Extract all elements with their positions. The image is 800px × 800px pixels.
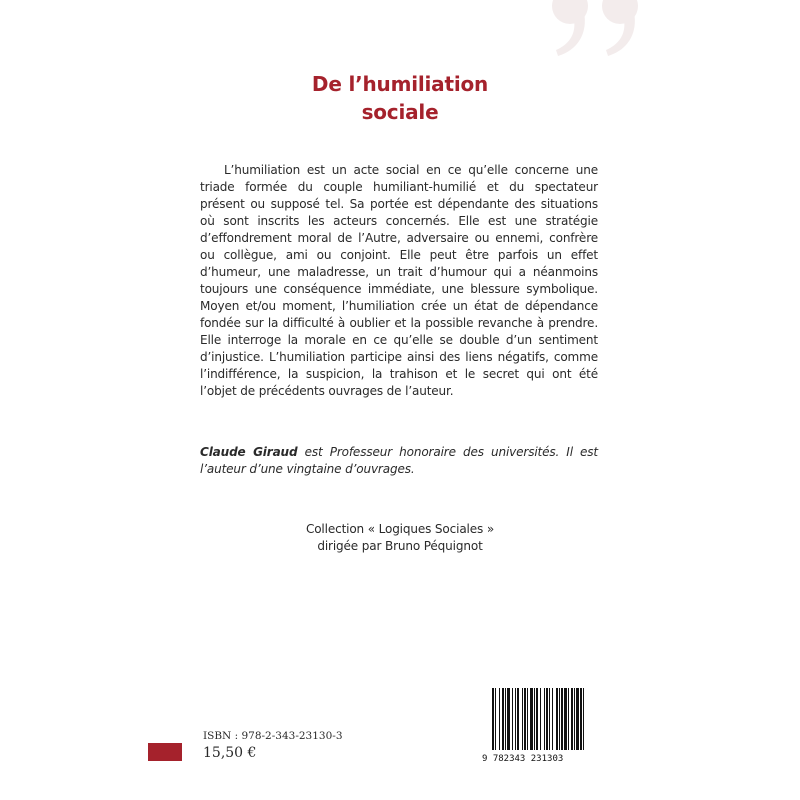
author-name: Claude Giraud xyxy=(200,445,298,459)
barcode-bar xyxy=(549,688,550,750)
barcode-bar xyxy=(559,688,560,750)
accent-bar xyxy=(148,743,182,761)
barcode-bar xyxy=(527,688,528,750)
barcode-bar xyxy=(492,688,494,750)
isbn-text: ISBN : 978-2-343-23130-3 xyxy=(203,730,343,742)
author-bio-text: est Professeur honoraire des universités. Il est l’auteur d’une vingtaine d’ouvrages. xyxy=(200,445,598,476)
barcode-bar xyxy=(534,688,535,750)
collection-info xyxy=(250,521,550,555)
barcode-bar xyxy=(561,688,563,750)
barcode-bar xyxy=(556,688,558,750)
barcode-digits: 9 782343 231303 xyxy=(482,754,564,764)
barcode-bar xyxy=(540,688,541,750)
collection-name: Collection « Logiques Sociales » xyxy=(305,522,495,536)
barcode-bar xyxy=(522,688,523,750)
book-title xyxy=(250,70,550,126)
barcode-bar xyxy=(580,688,582,750)
book-title-line-2: sociale xyxy=(361,100,439,124)
barcode-bar xyxy=(576,688,579,750)
barcode-bar xyxy=(574,688,575,750)
barcode-bar xyxy=(512,688,513,750)
barcode-bar xyxy=(544,688,545,750)
barcode-bar xyxy=(505,688,506,750)
price-text: 15,50 € xyxy=(203,745,257,761)
barcode-bar xyxy=(524,688,526,750)
barcode-bar xyxy=(515,688,516,750)
summary-paragraph: L’humiliation est un acte social en ce qu’elle concerne une triade formée du couple humiliant-humilié et du spectateur présent ou supposé tel. Sa portée est dépendante des situations où sont inscrits les acteurs concernés. Elle est une stratégie d’effondrement moral de l’Autre, adversaire ou ennemi, confrère ou collègue, ami ou conjoint. Elle peut être parfois un effet d’humeur, une maladresse, un trait d’humour qui a néanmoins toujours une conséquence immédiate, une blessure symbolique. Moyen et/ou moment, l’humiliation crée un état de dépendance fondée sur la difficulté à oublier et la possible revanche à prendre. Elle interroge la morale en ce qu’elle se double d’un sentiment d’injustice. L’humiliation participe ainsi des liens négatifs, comme l’indifférence, la suspicion, la trahison et le secret qui ont été l’objet de précédents ouvrages de l’auteur. xyxy=(200,163,598,398)
barcode-bar xyxy=(583,688,584,750)
barcode-bar xyxy=(546,688,548,750)
barcode-bar xyxy=(568,688,569,750)
barcode-bar xyxy=(552,688,553,750)
quote-mark-icon xyxy=(548,0,658,68)
book-title-line-1: De l’humiliation xyxy=(311,72,489,96)
barcode-bar xyxy=(564,688,567,750)
author-bio xyxy=(200,444,598,478)
barcode-bar xyxy=(499,688,500,750)
barcode-bar xyxy=(517,688,519,750)
barcode-bar xyxy=(536,688,538,750)
barcode-bar xyxy=(571,688,573,750)
barcode-bar xyxy=(495,688,496,750)
collection-director: dirigée par Bruno Péquignot xyxy=(317,539,483,553)
barcode-bar xyxy=(507,688,510,750)
barcode xyxy=(480,684,604,764)
barcode-bar xyxy=(502,688,504,750)
barcode-bar xyxy=(530,688,533,750)
